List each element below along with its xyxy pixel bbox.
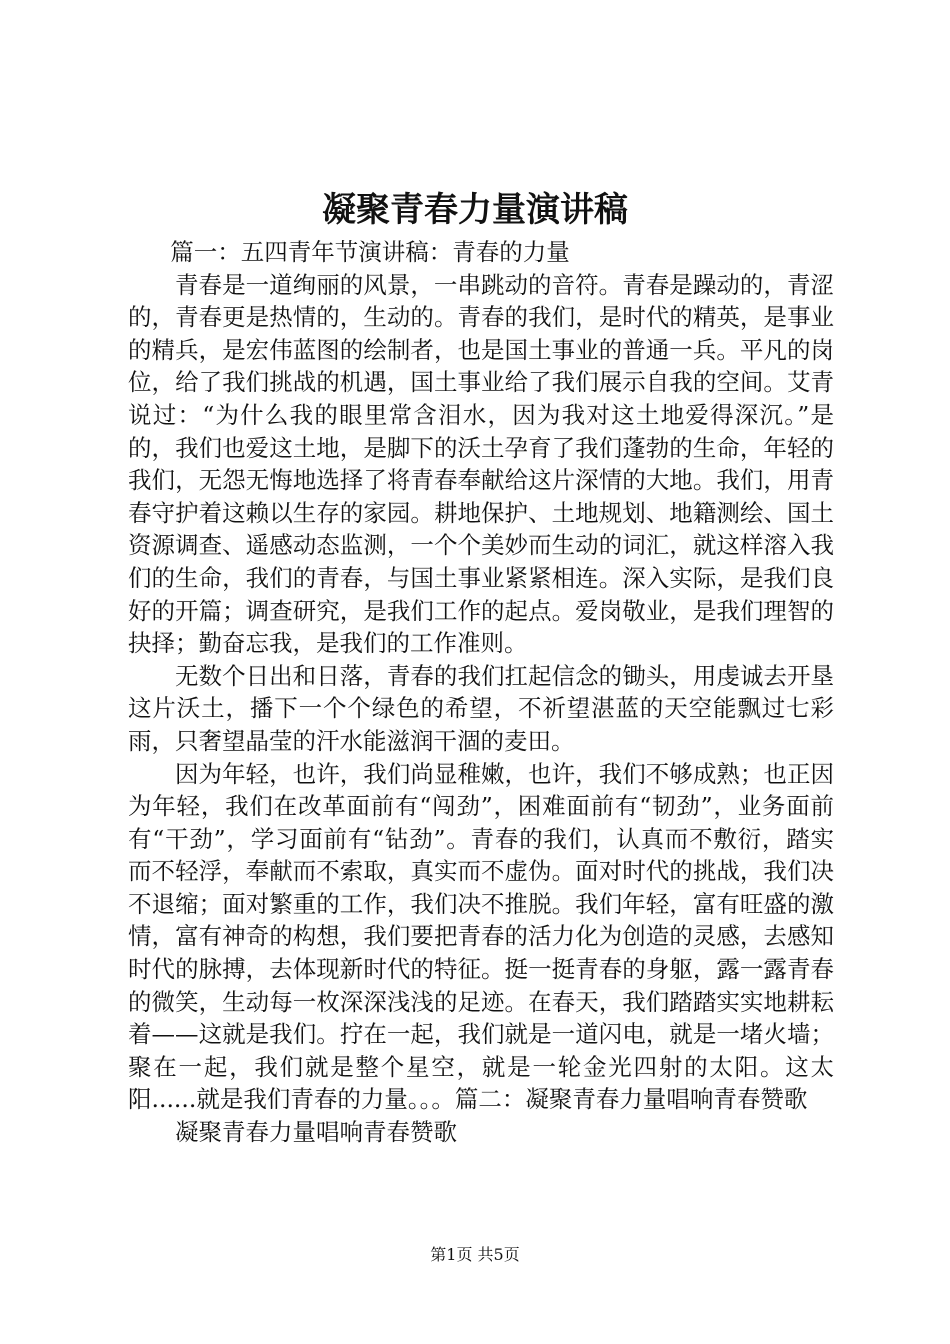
document-body (128, 236, 834, 1149)
page-footer (0, 1244, 950, 1266)
section-heading: 篇一：五四青年节演讲稿：青春的力量 (170, 238, 570, 266)
document-title: 凝聚青春力量演讲稿 (322, 190, 628, 230)
body-paragraph: 青春是一道绚丽的风景，一串跳动的音符。青春是躁动的，青涩的，青春更是热情的，生动的。青春的我们，是时代的精英，是事业的精兵，是宏伟蓝图的绘制者，也是国土事业的普通一兵。平凡的岗位，给了我们挑战的机遇，国土事业给了我们展示自我的空间。艾青说过：“为什么我的眼里常含泪水，因为我对这土地爱得深沉。”是的，我们也爱这土地，是脚下的沃土孕育了我们蓬勃的生命，年轻的我们，无怨无悔地选择了将青春奉献给这片深情的大地。我们，用青春守护着这赖以生存的家园。耕地保护、土地规划、地籍测绘、国土资源调查、遥感动态监测，一个个美妙而生动的词汇，就这样溶入我们的生命，我们的青春，与国土事业紧紧相连。深入实际，是我们良好的开篇；调查研究，是我们工作的起点。爱岗敬业，是我们理智的抉择；勤奋忘我，是我们的工作准则。 (128, 270, 834, 658)
body-paragraph: 无数个日出和日落，青春的我们扛起信念的锄头，用虔诚去开垦这片沃土，播下一个个绿色的希望，不祈望湛蓝的天空能飘过七彩雨，只奢望晶莹的汗水能滋润干涸的麦田。 (128, 661, 834, 755)
page-number-label: 第1页 共5页 (430, 1245, 520, 1264)
body-paragraph: 凝聚青春力量唱响青春赞歌 (175, 1118, 457, 1147)
body-paragraph: 因为年轻，也许，我们尚显稚嫩，也许，我们不够成熟；也正因为年轻，我们在改革面前有“闯劲”，困难面前有“韧劲”，业务面前有“干劲”，学习面前有“钻劲”。青春的我们，认真而不敷衍，踏实而不轻浮，奉献而不索取，真实而不虚伪。面对时代的挑战，我们决不退缩；面对繁重的工作，我们决不推脱。我们年轻，富有旺盛的激情，富有神奇的构想，我们要把青春的活力化为创造的灵感，去感知时代的脉搏，去体现新时代的特征。挺一挺青春的身躯，露一露青春的微笑，生动每一枚深深浅浅的足迹。在春天，我们踏踏实实地耕耘着——这就是我们。拧在一起，我们就是一道闪电，就是一堵火墙；聚在一起，我们就是整个星空，就是一轮金光四射的太阳。这太阳......就是我们青春的力量。。。篇二：凝聚青春力量唱响青春赞歌 (128, 759, 834, 1114)
